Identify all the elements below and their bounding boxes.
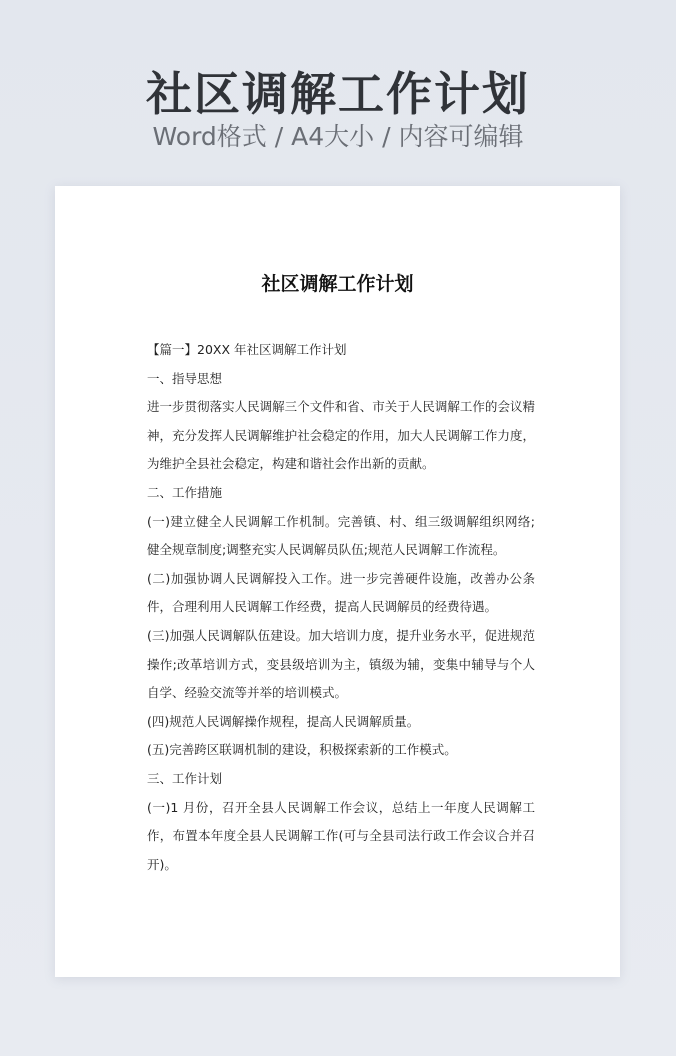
paragraph-plan-1: (一)1 月份，召开全县人民调解工作会议，总结上一年度人民调解工作，布置本年度全县人民调解工作(可与全县司法行政工作会议合并召开)。 <box>147 799 535 872</box>
paragraph-measure-3: (三)加强人民调解队伍建设。加大培训力度，提升业务水平，促进规范操作;改革培训方式，变县级培训为主，镇级为辅，变集中辅导与个人自学、经验交流等并举的培训模式。 <box>147 627 535 701</box>
section-label: 【篇一】20XX 年社区调解工作计划 <box>147 342 347 357</box>
heading-guiding-thought: 一、指导思想 <box>147 370 223 386</box>
banner-header <box>0 0 676 180</box>
paragraph-guiding-thought: 进一步贯彻落实人民调解三个文件和省、市关于人民调解工作的会议精神，充分发挥人民调解维护社会稳定的作用，加大人民调解工作力度，为维护全县社会稳定，构建和谐社会作出新的贡献。 <box>147 399 535 472</box>
document-body <box>147 336 535 879</box>
paragraph-measure-4: (四)规范人民调解操作规程，提高人民调解质量。 <box>147 713 420 729</box>
document-page <box>55 186 620 977</box>
heading-work-measures: 二、工作措施 <box>147 484 223 500</box>
banner-title: 社区调解工作计划 <box>146 67 530 121</box>
paragraph-measure-5: (五)完善跨区联调机制的建设，积极探索新的工作模式。 <box>147 742 457 758</box>
banner-subtitle: Word格式 / A4大小 / 内容可编辑 <box>152 122 524 151</box>
paragraph-measure-2: (二)加强协调人民调解投入工作。进一步完善硬件设施，改善办公条件，合理利用人民调解工作经费，提高人民调解员的经费待遇。 <box>147 570 535 615</box>
paragraph-measure-1: (一)建立健全人民调解工作机制。完善镇、村、组三级调解组织网络;健全规章制度;调整充实人民调解员队伍;规范人民调解工作流程。 <box>147 513 535 558</box>
heading-work-plan: 三、工作计划 <box>147 770 223 786</box>
document-title: 社区调解工作计划 <box>261 273 414 295</box>
